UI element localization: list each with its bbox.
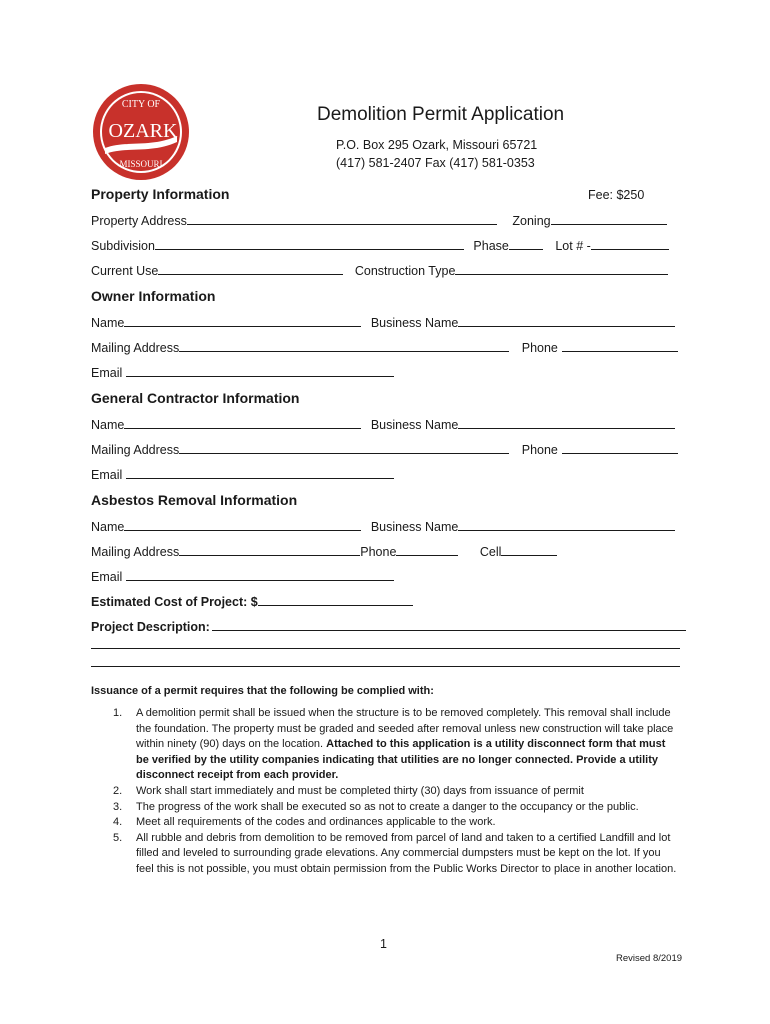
contractor-email-row: [91, 466, 394, 483]
contractor-business-label: Business Name: [370, 418, 459, 432]
asbestos-email-row: [91, 568, 394, 585]
office-phone: (417) 581-2407 Fax (417) 581-0353: [336, 156, 535, 170]
construction-type-label: Construction Type: [354, 264, 456, 278]
current-use-row: [91, 262, 668, 279]
phase-label: Phase: [473, 239, 509, 253]
asbestos-email-field[interactable]: [126, 568, 394, 581]
contractor-mailing-row: [91, 441, 678, 458]
city-of-ozark-logo: [91, 82, 191, 182]
estimated-cost-label: Estimated Cost of Project: $: [91, 595, 258, 609]
project-description-line-3[interactable]: [91, 666, 680, 667]
owner-name-field[interactable]: [124, 314, 361, 327]
asbestos-business-label: Business Name: [370, 520, 459, 534]
page-number: 1: [380, 937, 387, 951]
project-description-row: [91, 618, 686, 635]
logo-line1: CITY OF: [121, 99, 161, 110]
asbestos-cell-label: Cell: [479, 545, 502, 559]
contractor-email-field[interactable]: [126, 466, 394, 479]
requirement-item: 1. A demolition permit shall be issued when the structure is to be removed completely. This removal shall include the foundation. The property must be graded and seeded after removal unless new construction will take place within ninety (90) days on the location. Attached to this application is a utility disconnect form that must be verified by the utility companies indicating that utilities are no longer connected. Provide a utility disconnect receipt from each provider.: [113, 707, 674, 782]
contractor-mailing-label: Mailing Address: [91, 443, 180, 457]
lot-field[interactable]: [591, 237, 669, 250]
owner-name-row: [91, 314, 675, 331]
requirement-item: 4. Meet all requirements of the codes and ordinances applicable to the work.: [113, 816, 496, 829]
contractor-name-field[interactable]: [124, 416, 361, 429]
owner-mailing-field[interactable]: [179, 339, 509, 352]
estimated-cost-field[interactable]: [258, 593, 413, 606]
asbestos-cell-field[interactable]: [501, 543, 557, 556]
owner-mailing-row: [91, 339, 678, 356]
requirement-item: 2. Work shall start immediately and must be completed thirty (30) days from issuance of permit: [113, 784, 584, 797]
owner-phone-label: Phone: [521, 341, 558, 355]
zoning-field[interactable]: [551, 212, 667, 225]
contractor-heading: General Contractor Information: [91, 390, 300, 406]
owner-mailing-label: Mailing Address: [91, 341, 180, 355]
subdivision-field[interactable]: [155, 237, 464, 250]
contractor-mailing-field[interactable]: [179, 441, 509, 454]
lot-label: Lot # -: [555, 239, 591, 253]
asbestos-mailing-row: [91, 543, 557, 560]
property-address-field[interactable]: [187, 212, 497, 225]
current-use-label: Current Use: [91, 264, 159, 278]
asbestos-mailing-field[interactable]: [179, 543, 360, 556]
asbestos-phone-label: Phone: [360, 545, 397, 559]
project-description-label: Project Description:: [91, 620, 210, 634]
requirement-item: 5. All rubble and debris from demolition to be removed from parcel of land and taken to a certified Landfill and lot filled and leveled to surrounding grade elevations. Any commercial dumpsters must be kept on the lot. If you feel this is not possible, you must obtain permission from the Public Works Director to place in another location.: [113, 831, 677, 875]
property-address-label: Property Address: [91, 214, 187, 228]
owner-business-label: Business Name: [370, 316, 459, 330]
requirements-heading: Issuance of a permit requires that the following be complied with:: [91, 685, 434, 697]
asbestos-email-label: Email: [91, 570, 123, 584]
owner-email-field[interactable]: [126, 364, 394, 377]
page-title: Demolition Permit Application: [317, 104, 565, 125]
contractor-name-row: [91, 416, 675, 433]
requirement-item: 3. The progress of the work shall be executed so as not to create a danger to the occupancy or the public.: [113, 800, 639, 813]
current-use-field[interactable]: [158, 262, 343, 275]
logo-line2: OZARK: [108, 120, 178, 142]
logo-line3: MISSOURI: [119, 159, 163, 169]
asbestos-name-label: Name: [91, 520, 125, 534]
property-address-row: [91, 212, 667, 229]
owner-name-label: Name: [91, 316, 125, 330]
contractor-email-label: Email: [91, 468, 123, 482]
owner-email-row: [91, 364, 394, 381]
fee: Fee: $250: [588, 188, 645, 202]
requirements-list: [91, 706, 681, 878]
contractor-phone-label: Phone: [521, 443, 558, 457]
subdivision-row: [91, 237, 669, 254]
phase-field[interactable]: [509, 237, 543, 250]
asbestos-business-field[interactable]: [458, 518, 675, 531]
property-heading: Property Information: [91, 186, 230, 202]
construction-type-field[interactable]: [455, 262, 668, 275]
contractor-name-label: Name: [91, 418, 125, 432]
asbestos-name-row: [91, 518, 675, 535]
estimated-cost-row: [91, 593, 413, 610]
project-description-field[interactable]: [212, 618, 686, 631]
asbestos-name-field[interactable]: [124, 518, 361, 531]
owner-phone-field[interactable]: [562, 339, 678, 352]
revised-date: Revised 8/2019: [616, 953, 683, 964]
owner-email-label: Email: [91, 366, 123, 380]
contractor-phone-field[interactable]: [562, 441, 678, 454]
subdivision-label: Subdivision: [91, 239, 155, 253]
asbestos-mailing-label: Mailing Address: [91, 545, 180, 559]
asbestos-phone-field[interactable]: [396, 543, 458, 556]
contractor-business-field[interactable]: [458, 416, 675, 429]
zoning-label: Zoning: [512, 214, 551, 228]
owner-business-field[interactable]: [458, 314, 675, 327]
office-address: P.O. Box 295 Ozark, Missouri 65721: [336, 138, 538, 152]
project-description-line-2[interactable]: [91, 648, 680, 649]
asbestos-heading: Asbestos Removal Information: [91, 492, 298, 508]
owner-heading: Owner Information: [91, 288, 216, 304]
